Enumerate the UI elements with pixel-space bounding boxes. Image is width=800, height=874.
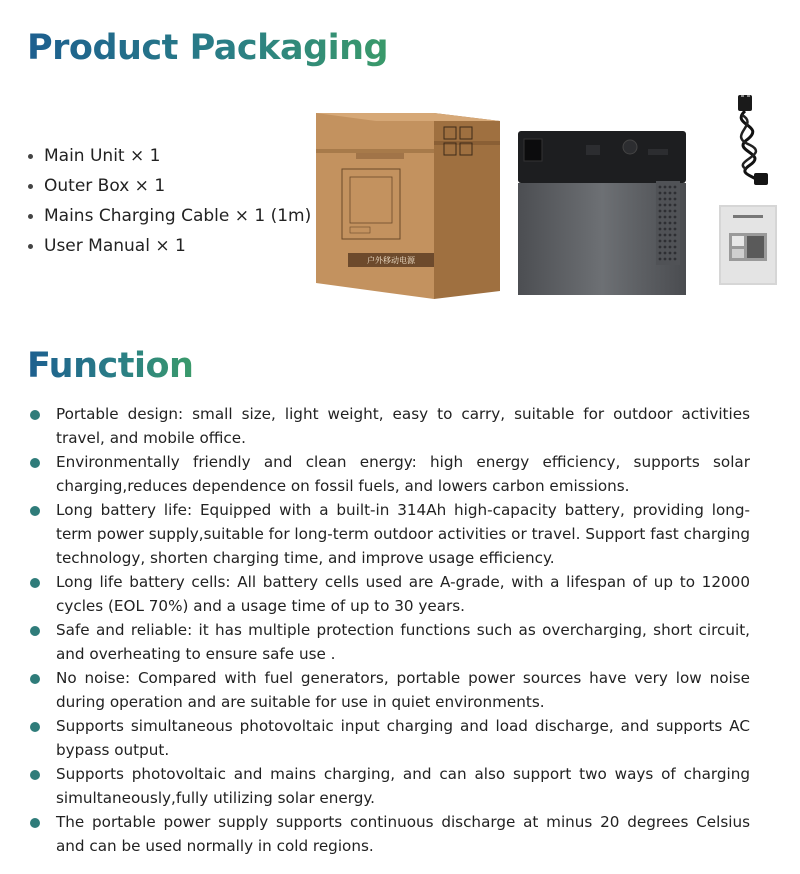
function-list: [30, 402, 750, 858]
function-item: Supports simultaneous photovoltaic input charging and load discharge, and supports AC bypass output.: [30, 714, 750, 762]
function-item: Environmentally friendly and clean energy: high energy efficiency, supports solar charging,reduces dependence on fossil fuels, and lowers carbon emissions.: [30, 450, 750, 498]
bullet-icon: [30, 626, 40, 636]
function-item: Supports photovoltaic and mains charging, and can also support two ways of charging simultaneously,fully utilizing solar energy.: [30, 762, 750, 810]
function-item: Safe and reliable: it has multiple protection functions such as overcharging, short circuit, and overheating to ensure safe use .: [30, 618, 750, 666]
charging-cable-image: [720, 95, 778, 187]
bullet-icon: [28, 244, 33, 249]
main-unit-image: [518, 131, 686, 295]
function-item: No noise: Compared with fuel generators, portable power sources have very low noise during operation and are suitable for use in quiet environments.: [30, 666, 750, 714]
function-item: The portable power supply supports continuous discharge at minus 20 degrees Celsius and can be used normally in cold regions.: [30, 810, 750, 858]
bullet-icon: [30, 458, 40, 468]
bullet-icon: [30, 506, 40, 516]
product-packaging-heading: Product Packaging: [27, 28, 389, 68]
function-item: Long life battery cells: All battery cells used are A-grade, with a lifespan of up to 12000 cycles (EOL 70%) and a usage time of up to 30 years.: [30, 570, 750, 618]
function-heading: Function: [27, 346, 194, 386]
bullet-icon: [28, 154, 33, 159]
bullet-icon: [30, 770, 40, 780]
packaging-list: [28, 141, 311, 261]
user-manual-image: [719, 205, 777, 285]
box-print-label: 户外移动电源: [367, 256, 415, 265]
function-item: Portable design: small size, light weight, easy to carry, suitable for outdoor activities travel, and mobile office.: [30, 402, 750, 450]
bullet-icon: [30, 674, 40, 684]
outer-box-image: [316, 113, 500, 299]
bullet-icon: [30, 722, 40, 732]
function-item: Long battery life: Equipped with a built-in 314Ah high-capacity battery, providing long-term power supply,suitable for long-term outdoor activities or travel. Support fast charging technology, shorten charging time, and improve usage efficiency.: [30, 498, 750, 570]
bullet-icon: [28, 214, 33, 219]
bullet-icon: [30, 578, 40, 588]
bullet-icon: [28, 184, 33, 189]
packaging-item: User Manual × 1: [28, 231, 311, 261]
bullet-icon: [30, 410, 40, 420]
bullet-icon: [30, 818, 40, 828]
packaging-item: Mains Charging Cable × 1 (1m): [28, 201, 311, 231]
packaging-item: Outer Box × 1: [28, 171, 311, 201]
packaging-item: Main Unit × 1: [28, 141, 311, 171]
